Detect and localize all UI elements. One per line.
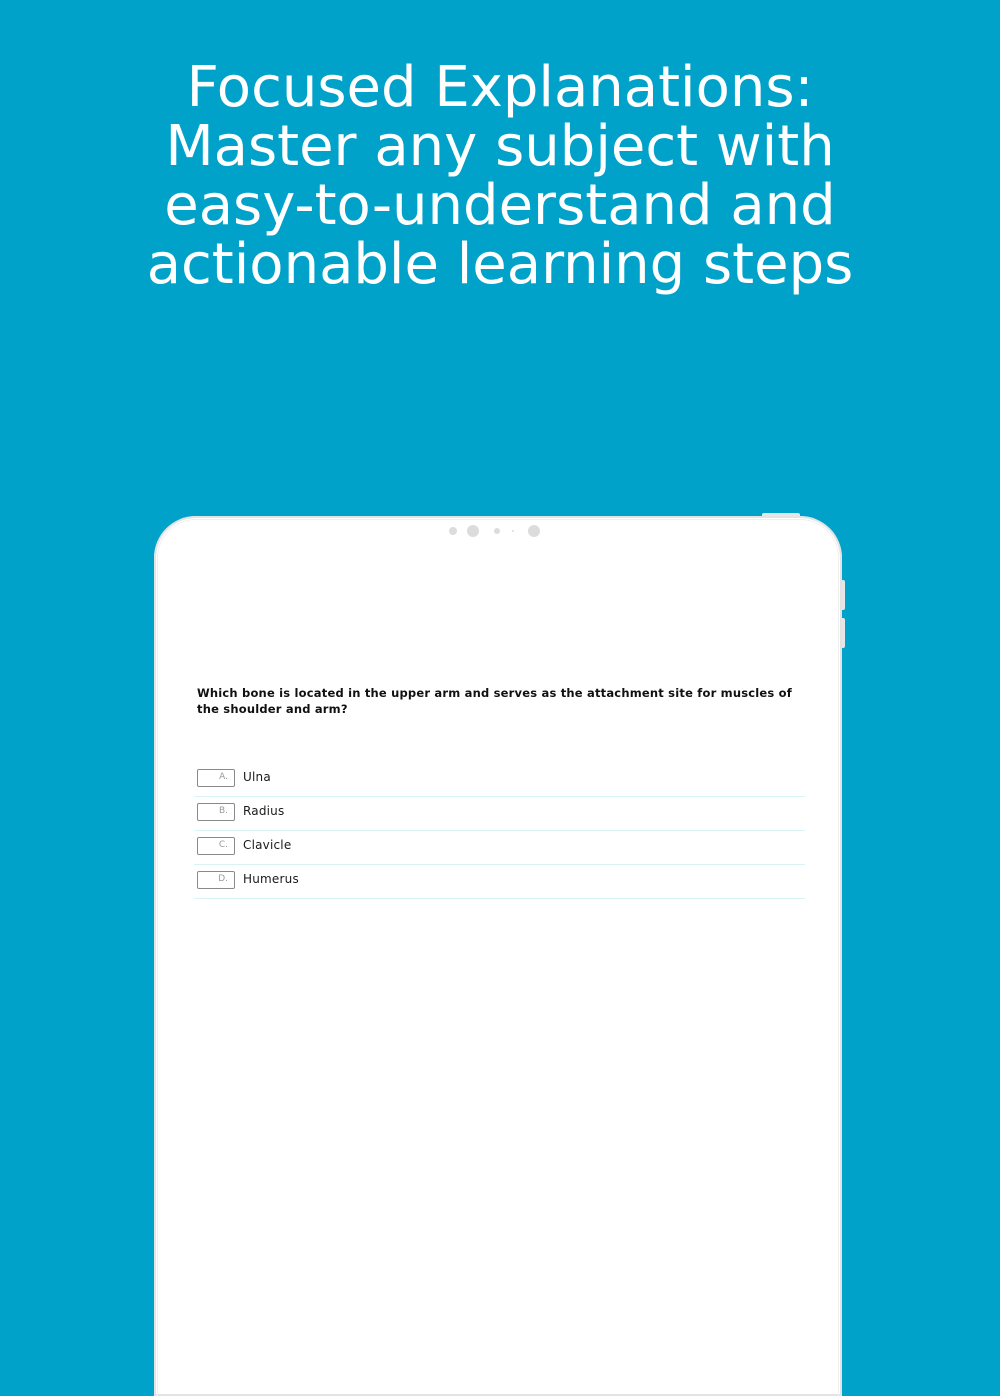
answer-checkbox[interactable]	[197, 769, 235, 787]
camera-lens-dot	[467, 525, 479, 537]
option-label: Humerus	[243, 872, 299, 886]
answer-checkbox[interactable]	[197, 803, 235, 821]
camera-sensor-dot	[494, 528, 500, 534]
option-label: Clavicle	[243, 838, 292, 852]
camera-sensor-dot	[512, 530, 514, 532]
headline-line-4: actionable learning steps	[146, 232, 854, 297]
camera-sensor-dot	[449, 527, 457, 535]
option-letter: D.	[218, 874, 228, 884]
camera-lens-dot	[528, 525, 540, 537]
answer-checkbox[interactable]	[197, 837, 235, 855]
answer-option-d[interactable]	[194, 864, 805, 899]
option-letter: A.	[219, 772, 228, 782]
answer-checkbox[interactable]	[197, 871, 235, 889]
headline-line-2: Master any subject with	[165, 114, 835, 179]
option-letter: B.	[218, 806, 228, 816]
answer-option-c[interactable]	[194, 830, 805, 865]
option-label: Ulna	[243, 770, 271, 784]
tablet-device-frame	[154, 516, 842, 1396]
quiz-question: Which bone is located in the upper arm and serves as the attachment site for muscles of the shoulder and arm?	[197, 686, 792, 716]
option-label: Radius	[243, 804, 285, 818]
answer-option-b[interactable]	[194, 796, 805, 831]
promo-headline	[0, 55, 1000, 297]
answer-option-a[interactable]	[194, 762, 805, 797]
headline-line-3: easy-to-understand and	[164, 173, 836, 238]
option-letter: C.	[218, 840, 228, 850]
headline-line-1: Focused Explanations:	[186, 55, 814, 120]
